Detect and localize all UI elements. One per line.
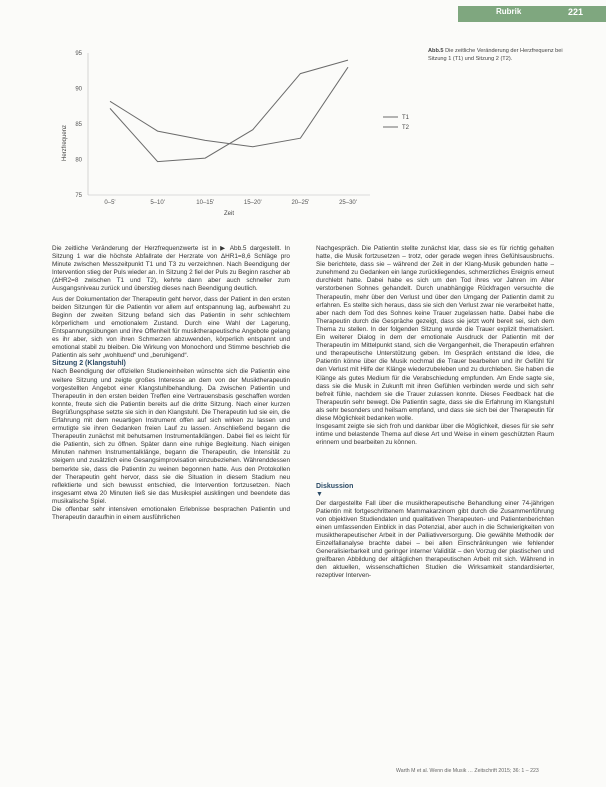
x-tick-label: 25–30' <box>339 200 357 206</box>
header-bar <box>458 6 606 22</box>
header-section: Rubrik <box>496 7 522 16</box>
column-right <box>316 245 554 765</box>
x-tick-label: 0–5' <box>104 200 116 206</box>
y-tick-label: 80 <box>75 157 82 164</box>
x-tick-label: 15–20' <box>243 200 262 206</box>
page-footer: Warth M et al. Wenn die Musik … Zeitschrift 2015; 36: 1 – 223 <box>396 768 539 774</box>
series-line-t2 <box>110 67 348 147</box>
triangle-icon: ▼ <box>316 491 323 499</box>
x-tick-label: 10–15' <box>196 200 215 206</box>
figure-caption <box>428 47 568 63</box>
y-tick-label: 85 <box>75 122 82 128</box>
column-left <box>52 245 290 765</box>
paragraph: Nachgespräch. Die Patientin stellte zunächst klar, dass sie es für richtig gehalten hatte, die Musik fortzusetzen – trotz, oder gerade wegen ihres Gefühlsausbruchs. Sie berichtete, dass sie – während der Zeit in der Klang-Musik gebunden hatte – zunehmend zu Gedanken ein lange zurückliegendes, schmerzliches Ereignis erneut durchlebt hatte. Dabei habe es sich um den Tod ihres vor Jahren im Alter verstorbenen Sohnes gehandelt. Durch unabhängige Rückfragen versuchte die Therapeutin, mehr über den Verlust und über den Umgang der Patientin damit zu erfahren. Es stellte sich heraus, dass sie sich den Verlust zwar nie verarbeitet hatte, aber nach dem Tod des Sohnes keine Trauer zugelassen hatte. Dabei habe die Therapeutin durch die Gespräche gezeigt, dass sie jetzt wohl bereit sei, sich dem Thema zu stellen. In der folgenden Sitzung wurde die Trauer explizit thematisiert. Ein weiterer Dialog in dem der emotionale Ausdruck der Patientin mit der Therapeutin im Mittelpunkt stand, sich die Vergangenheit, die Therapeutin erfahren und therapeutische Unterstützung geben. Im Gespräch entstand die Idee, die Patientin könne über die Musik nochmal die Trauer bearbeiten und ihr Gefühl für den Verlust mit Hilfe der Klänge wiederzubeleben und zu durchleben. Sie haben die Klänge als gutes Medium für die Verabschiedung empfunden. Am Ende sagte sie, dass sie die Musik in Zukunft mit ihren Gefühlen verbinden werde und sich sehr befreit fühle, nachdem sie die Trauer zulassen konnte. Dieses Feedback hat die Therapeutin sehr bewegt. Die Patientin sagte, dass sie die Erfahrung im Klangstuhl als sehr besonders und heilsam empfand, und dass sie sich bei der Therapeutin für diese Möglichkeit bedanken wolle. <box>316 245 554 422</box>
paragraph: Aus der Dokumentation der Therapeutin geht hervor, dass der Patient in den ersten beiden Sitzungen für die Patientin vor allem auf entspannung lag, aufbewahrt zu Beginn der zweiten Sitzung befand sich das Patientin in sehr schlechtem körperlichem und emotionalem Zustand. Durch eine Wahl der Lagerung, Entspannungsübungen und ihre Offenheit für musiktherapeutische Angebote gelang es ihr aber, sich von ihren Schmerzen abzuwenden, körperlich entspannt und emotional stabil zu bleiben. Die Wirkung von Monochord und Stimme beschrieb die Patientin als sehr „wohltuend“ und „beruhigend“. <box>52 295 290 360</box>
legend-t1-label: T1 <box>402 115 410 121</box>
x-axis-label: Zeit <box>223 211 235 215</box>
paragraph: Die offenbar sehr intensiven emotionalen Erlebnisse besprachen Patientin und Therapeutin daraufhin in einem ausführlichen <box>52 506 290 522</box>
section-heading-diskussion: Diskussion <box>316 483 354 491</box>
y-tick-label: 90 <box>75 86 82 93</box>
legend-t2-label: T2 <box>402 125 410 131</box>
chart-legend <box>383 115 410 131</box>
x-tick-label: 5–10' <box>150 200 165 206</box>
y-tick-label: 95 <box>75 51 82 57</box>
caption-label: Abb.5 <box>428 48 444 54</box>
y-tick-label: 75 <box>75 193 82 199</box>
series-line-t1 <box>110 60 348 162</box>
caption-text: Die zeitliche Veränderung der Herzfrequenz bei Sitzung 1 (T1) und Sitzung 2 (T2). <box>428 48 563 62</box>
section-heading-sitzung2: Sitzung 2 (Klangstuhl) <box>52 360 126 368</box>
x-tick-label: 20–25' <box>291 200 310 206</box>
y-axis-label: Herzfrequenz <box>62 124 68 162</box>
page-number: 221 <box>568 7 584 17</box>
paragraph: Nach Beendigung der offiziellen Studieneinheiten wünschte sich die Patientin eine weitere Sitzung und zeigte großes Interesse an dem von der Musiktherapeutin vorgestellten Angebot einer Klangstuhlbehandlung. Da zwischen Patientin und Therapeutin in den ersten beiden Treffen eine Vertrauensbasis geschaffen worden konnte, freute sich die Patientin bereits auf die dritte Sitzung. Nach einer kurzen Begrüßungsphase setzte sie sich in den Klangstuhl. Die Therapeutin lud sie ein, die Erfahrung mit dem neuartigen Instrument offen auf sich wirken zu lassen und ermutigte sie ihren Gedanken freien Lauf zu lassen. Anschließend begann die Therapeutin zunächst mit behutsamen Instrumentalklängen. Dabei fiel es leicht für die Patientin, sich zu öffnen. Später dann eine ruhige Begleitung. Nach einigen Minuten nahmen Instrumentalklänge, begann die Therapeutin, die Intensität zu steigern und zusätzlich eine Gesangsimprovisation einzubeziehen. Währenddessen bemerkte sie, dass die Patientin zu weinen begonnen hatte. Aus den Protokollen der Therapeutin geht hervor, dass sie die Situation in diesem Stadium neu reflektierte und sich bewusst entschied, die Intervention fortzusetzen. Nach insgesamt etwa 20 Minuten ließ sie das Musikspiel ausklingen und beendete das musikalische Spiel. <box>52 368 290 505</box>
heart-rate-chart <box>50 45 470 215</box>
paragraph: Insgesamt zeigte sie sich froh und dankbar über die Möglichkeit, dieses für sie sehr intime und belastende Thema auf diese Art und Weise in einem geschützten Raum erinnern und bearbeiten zu können. <box>316 423 554 447</box>
paragraph: Der dargestellte Fall über die musiktherapeutische Behandlung einer 74-jährigen Patientin mit fortgeschrittenem Mammakarzinom gibt durch die Zusammenführung von objektiven Studiendaten und qualitativen Therapeuten- und Patientenberichten einen umfassenden Einblick in das Potenzial, aber auch in die Schwierigkeiten von musiktherapeutischer Arbeit in der Palliativversorgung. Die gewählte Methodik der Einzelfallanalyse brachte dabei – bei allen Einschränkungen wie fehlender Generalisierbarkeit und geringer interner Validität – den Vorzug der plastischen und greifbaren Abbildung der alltäglichen therapeutischen Arbeit mit sich. Während in den aktuellen, wissenschaftlichen Studien die Wirksamkeit standardisierter, rezeptiver Interven- <box>316 499 554 580</box>
paragraph: Die zeitliche Veränderung der Herzfrequenzwerte ist in ▶ Abb.5 dargestellt. In Sitzung 1 war die höchste Abfallrate der Herzrate von ΔHR1=8,6 Schläge pro Minute zwischen Messzeitpunkt T1 und T3 zu verzeichnen. Nach Beendigung der Intervention stieg der Puls wieder an. In Sitzung 2 fiel der Puls zu Beginn rascher ab (ΔHR2=8 zwischen T1 und T2), kehrte dann aber auch schneller zum Ausgangsniveau zurück und überstieg dieses nach Beendigung deutlich. <box>52 245 290 293</box>
